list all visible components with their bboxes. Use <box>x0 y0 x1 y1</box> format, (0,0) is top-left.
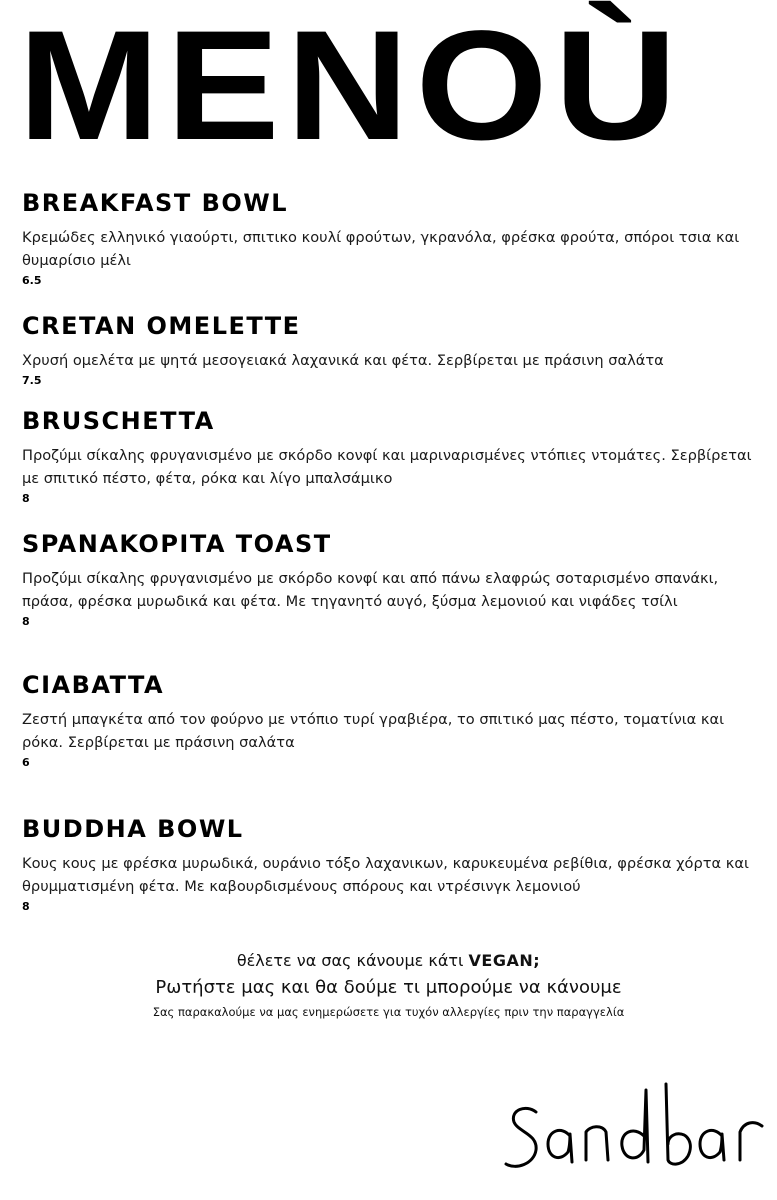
item-price: 8 <box>22 492 30 506</box>
menu-item-spanakopita-toast <box>22 531 767 628</box>
menu-item-ciabatta <box>22 672 767 769</box>
menu-item-cretan-omelette <box>22 313 767 387</box>
item-name: SPANAKOPITA TOAST <box>22 530 332 558</box>
vegan-note <box>0 950 777 972</box>
item-price: 6 <box>22 756 30 770</box>
vegan-prefix: θέλετε να σας κάνουμε κάτι <box>236 951 464 970</box>
item-name: CRETAN OMELETTE <box>22 312 301 340</box>
item-price: 8 <box>22 615 30 629</box>
item-price: 8 <box>22 900 30 914</box>
menu-item-breakfast-bowl <box>22 190 767 287</box>
item-description: Κους κους με φρέσκα μυρωδικά, ουράνιο τόξο λαχανικων, καρυκευμένα ρεβίθια, φρέσκα χόρτα και θρυμματισμένη φέτα. Με καβουρδισμένους σπόρους και ντρέσινγκ λεμονιού <box>22 855 749 896</box>
item-description: Κρεμώδες ελληνικό γιαούρτι, σπιτικο κουλί φρούτων, γκρανόλα, φρέσκα φρούτα, σπόροι τσια και θυμαρίσιο μέλι <box>22 229 740 270</box>
sandbar-logo <box>498 1070 768 1180</box>
item-name: BUDDHA BOWL <box>22 815 244 843</box>
item-description: Προζύμι σίκαλης φρυγανισμένο με σκόρδο κονφί και μαριναρισμένες ντόπιες ντομάτες. Σερβίρεται με σπιτικό πέστο, φέτα, ρόκα και λίγο μπαλσάμικο <box>22 447 752 488</box>
allergy-note: Σας παρακαλούμε να μας ενημερώσετε για τυχόν αλλεργίες πριν την παραγγελία <box>152 1005 625 1019</box>
item-price: 7.5 <box>22 374 42 388</box>
item-description: Ζεστή μπαγκέτα από τον φούρνο με ντόπιο τυρί γραβιέρα, το σπιτικό μας πέστο, τοματίνια και ρόκα. Σερβίρεται με πράσινη σαλάτα <box>22 711 725 752</box>
menu-item-buddha-bowl <box>22 816 767 913</box>
item-name: BREAKFAST BOWL <box>22 189 289 217</box>
ask-line: Ρωτήστε μας και θα δούμε τι μπορούμε να κάνουμε <box>155 977 622 998</box>
item-description: Χρυσή ομελέτα με ψητά μεσογειακά λαχανικά και φέτα. Σερβίρεται με πράσινη σαλάτα <box>22 352 664 370</box>
item-description: Προζύμι σίκαλης φρυγανισμένο με σκόρδο κονφί και από πάνω ελαφρώς σοταρισμένο σπανάκι, πράσα, φρέσκα μυρωδικά και φέτα. Με τηγανητό αυγό, ξύσμα λεμονιού και νιφάδες τσίλι <box>22 570 719 611</box>
item-price: 6.5 <box>22 274 42 288</box>
item-name: CIABATTA <box>22 671 165 699</box>
vegan-word: VEGAN; <box>468 951 541 970</box>
item-name: BRUSCHETTA <box>22 407 215 435</box>
menu-title: MENOÙ <box>18 0 684 173</box>
menu-item-bruschetta <box>22 408 767 505</box>
